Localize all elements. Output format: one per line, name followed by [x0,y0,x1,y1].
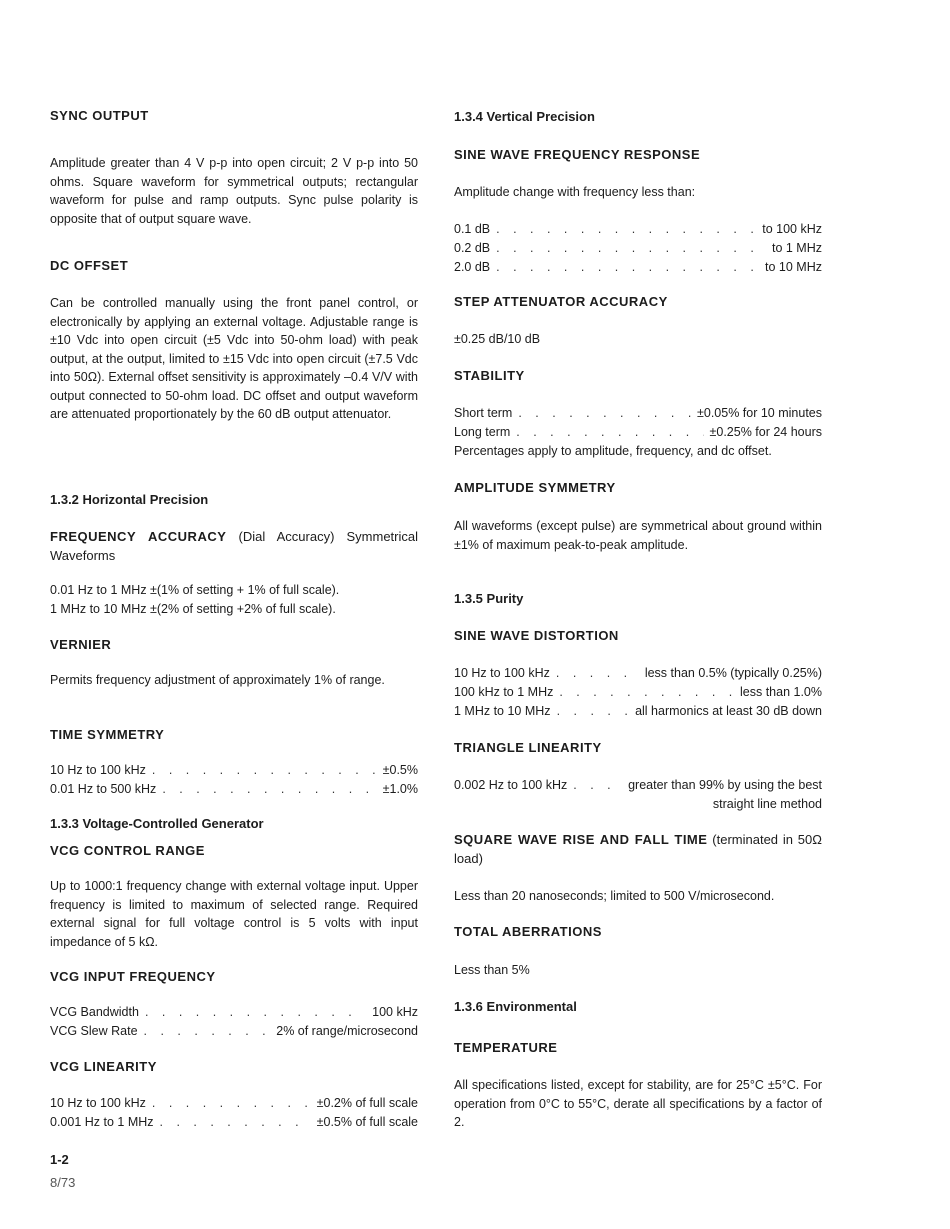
sine-distortion-row [454,683,822,702]
time-symmetry-row [50,761,418,780]
row-label: 0.01 Hz to 500 kHz [50,782,157,796]
stability-note: Percentages apply to amplitude, frequency, and dc offset. [454,444,772,458]
row-label: VCG Slew Rate [50,1024,138,1038]
frequency-accuracy-line-1: 0.01 Hz to 1 MHz ±(1% of setting + 1% of full scale). [50,583,340,597]
page-number: 1-2 [50,1152,69,1167]
leader-dots [162,780,376,799]
row-label: 0.1 dB [454,222,491,236]
row-value: ±0.5% [382,763,418,777]
row-label: 10 Hz to 100 kHz [454,666,550,680]
leader-dots [557,702,630,721]
sine-freq-response-intro: Amplitude change with frequency less than: [454,185,696,199]
row-label: 0.001 Hz to 1 MHz [50,1115,154,1129]
stability-row [454,404,822,423]
row-value: less than 1.0% [740,685,822,699]
row-value: to 10 MHz [765,260,822,274]
square-rise-fall-heading-bold: SQUARE WAVE RISE AND FALL TIME [454,832,708,847]
temperature-text: All specifications listed, except for stability, are for 25°C ±5°C. For operation from 0°C to 55°C, derate all specifications by a factor of 2. [454,1078,822,1129]
leader-dots [516,423,703,442]
amplitude-symmetry-heading: AMPLITUDE SYMMETRY [454,480,616,495]
leader-dots [496,258,759,277]
step-attenuator-heading: STEP ATTENUATOR ACCURACY [454,294,668,309]
step-attenuator-text: ±0.25 dB/10 dB [454,332,541,346]
row-label: 100 kHz to 1 MHz [454,685,554,699]
row-label: VCG Bandwidth [50,1005,139,1019]
sine-freq-response-row [454,258,822,277]
square-rise-fall-text: Less than 20 nanoseconds; limited to 500 V/microsecond. [454,889,775,903]
row-label: Long term [454,425,511,439]
row-value: less than 0.5% (typically 0.25%) [644,666,822,680]
square-rise-fall-heading-rest: (terminated in 50Ω load) [454,832,822,866]
sine-freq-response-row [454,239,822,258]
row-label: 1 MHz to 10 MHz [454,704,551,718]
environmental-heading: 1.3.6 Environmental [454,999,577,1014]
vcg-linearity-row [50,1094,418,1113]
sine-freq-response-heading: SINE WAVE FREQUENCY RESPONSE [454,147,701,162]
stability-heading: STABILITY [454,368,525,383]
vcg-control-range-heading: VCG CONTROL RANGE [50,843,205,858]
sine-distortion-row [454,664,822,683]
sine-distortion-heading: SINE WAVE DISTORTION [454,628,619,643]
row-value: all harmonics at least 30 dB down [635,704,822,718]
vcg-control-range-text: Up to 1000:1 frequency change with external voltage input. Upper frequency is limited to maximum of selected range. Required external signal for full voltage control is 5 volts with input impedance of 5 kΩ. [50,879,418,949]
sync-output-text: Amplitude greater than 4 V p-p into open circuit; 2 V p-p into 50 ohms. Square waveform for symmetrical outputs; rectangular waveform for pulse and ramp outputs. Sync pulse polarity is opposite that of output square wave. [50,156,418,226]
vcg-input-frequency-row [50,1022,418,1041]
row-value: 2% of range/microsecond [276,1024,418,1038]
triangle-linearity-row [454,776,822,795]
sync-output-heading: SYNC OUTPUT [50,108,149,123]
leader-dots [556,664,639,683]
frequency-accuracy-heading [50,528,418,565]
vertical-precision-heading: 1.3.4 Vertical Precision [454,109,595,124]
row-label: 0.2 dB [454,241,491,255]
vernier-heading: VERNIER [50,637,112,652]
leader-dots [496,220,756,239]
purity-heading: 1.3.5 Purity [454,591,524,606]
total-aberrations-heading: TOTAL ABERRATIONS [454,924,602,939]
leader-dots [573,776,622,795]
row-label: 10 Hz to 100 kHz [50,763,146,777]
revision-date: 8/73 [50,1175,76,1190]
vcg-linearity-heading: VCG LINEARITY [50,1059,157,1074]
row-value: ±0.2% of full scale [316,1096,418,1110]
dc-offset-text: Can be controlled manually using the front panel control, or electronically by applying an external voltage. Adjustable range is ±10 Vdc into open circuit (±5 Vdc into 50-ohm load) with peak output, at the output, limited to ±15 Vdc into open circuit (±7.5 Vdc into 50Ω). External offset sensitivity is approximately –0.4 V/V with output connected to 50-ohm load. DC offset and output waveform are attenuated proportionately by the 60 dB output attenuator. [50,296,418,421]
sine-distortion-row [454,702,822,721]
row-label: 10 Hz to 100 kHz [50,1096,146,1110]
total-aberrations-text: Less than 5% [454,963,530,977]
row-value: ±0.5% of full scale [316,1115,418,1129]
sine-freq-response-row [454,220,822,239]
stability-row [454,423,822,442]
leader-dots [144,1022,271,1041]
leader-dots [559,683,734,702]
row-label: 2.0 dB [454,260,491,274]
row-label: 0.002 Hz to 100 kHz [454,778,568,792]
row-value: ±0.05% for 10 minutes [697,406,822,420]
horizontal-precision-heading: 1.3.2 Horizontal Precision [50,492,209,507]
frequency-accuracy-line-2: 1 MHz to 10 MHz ±(2% of setting +2% of full scale). [50,602,336,616]
vcg-linearity-row [50,1113,418,1132]
vcg-input-frequency-row [50,1003,418,1022]
amplitude-symmetry-text: All waveforms (except pulse) are symmetrical about ground within ±1% of maximum peak-to-peak amplitude. [454,519,822,552]
leader-dots [518,404,691,423]
leader-dots [496,239,766,258]
temperature-heading: TEMPERATURE [454,1040,558,1055]
row-value: 100 kHz [372,1005,418,1019]
vcg-section-heading: 1.3.3 Voltage-Controlled Generator [50,816,264,831]
row-value: to 1 MHz [771,241,822,255]
vernier-text: Permits frequency adjustment of approximately 1% of range. [50,673,385,687]
time-symmetry-row [50,780,418,799]
row-value: to 100 kHz [762,222,822,236]
vcg-input-frequency-heading: VCG INPUT FREQUENCY [50,969,216,984]
frequency-accuracy-heading-rest: (Dial Accuracy) Symmetrical Waveforms [50,529,418,563]
triangle-linearity-heading: TRIANGLE LINEARITY [454,740,602,755]
triangle-linearity-continuation: straight line method [712,797,822,811]
row-value: ±1.0% [382,782,418,796]
dc-offset-heading: DC OFFSET [50,258,129,273]
leader-dots [152,761,377,780]
leader-dots [152,1094,311,1113]
row-label: Short term [454,406,513,420]
frequency-accuracy-heading-bold: FREQUENCY ACCURACY [50,529,227,544]
row-value: greater than 99% by using the best [628,778,822,792]
time-symmetry-heading: TIME SYMMETRY [50,727,165,742]
row-value: ±0.25% for 24 hours [709,425,822,439]
leader-dots [145,1003,366,1022]
square-rise-fall-heading [454,831,822,868]
leader-dots [160,1113,311,1132]
